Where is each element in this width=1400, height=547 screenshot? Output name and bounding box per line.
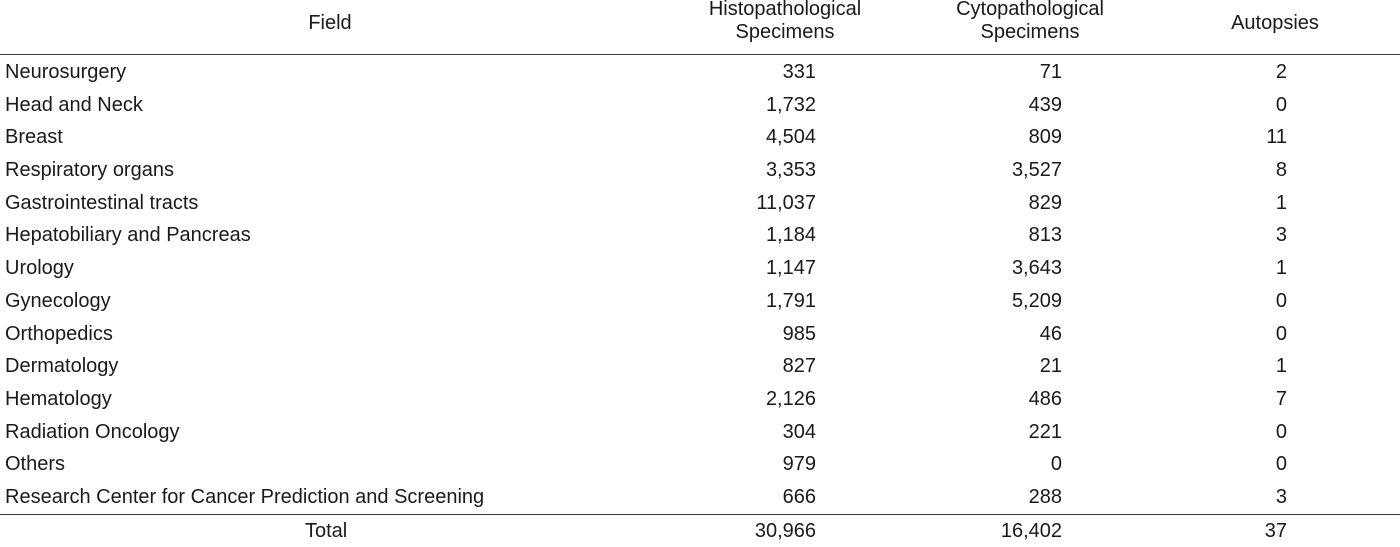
cell-field: Gastrointestinal tracts bbox=[5, 191, 199, 214]
cell-histopathological: 304 bbox=[782, 420, 816, 443]
cell-cytopathological: 809 bbox=[1028, 126, 1062, 149]
cell-autopsies: 8 bbox=[1275, 159, 1287, 182]
header-histo-line1: Histopathological bbox=[708, 0, 862, 20]
cell-autopsies: 0 bbox=[1275, 93, 1287, 116]
cell-autopsies: 0 bbox=[1275, 420, 1287, 443]
cell-field: Head and Neck bbox=[5, 93, 143, 116]
cell-autopsies: 0 bbox=[1275, 322, 1287, 345]
header-histopathological bbox=[680, 0, 890, 48]
cell-cytopathological: 21 bbox=[1039, 355, 1062, 378]
cell-cytopathological: 3,527 bbox=[1011, 159, 1062, 182]
cell-cytopathological: 71 bbox=[1039, 61, 1062, 83]
cell-histopathological: 1,791 bbox=[765, 289, 816, 312]
header-cyto-line2: Specimens bbox=[980, 21, 1080, 43]
cell-field: Hepatobiliary and Pancreas bbox=[5, 224, 251, 247]
cell-field: Research Center for Cancer Prediction and Screening bbox=[5, 485, 485, 508]
cell-autopsies: 2 bbox=[1275, 61, 1287, 83]
cell-histopathological: 827 bbox=[782, 355, 816, 378]
cell-autopsies: 1 bbox=[1275, 257, 1287, 280]
cell-cytopathological: 3,643 bbox=[1011, 257, 1062, 280]
header-autopsies-label: Autopsies bbox=[1231, 11, 1319, 34]
cell-field: Hematology bbox=[5, 387, 112, 410]
table-row bbox=[0, 285, 1400, 318]
cell-autopsies: 1 bbox=[1275, 355, 1287, 378]
table-row bbox=[0, 252, 1400, 285]
cell-cytopathological: 829 bbox=[1028, 191, 1062, 214]
cell-cytopathological: 813 bbox=[1028, 224, 1062, 247]
cell-field: Others bbox=[5, 453, 66, 476]
cell-autopsies: 11 bbox=[1266, 126, 1287, 149]
cell-histopathological: 1,147 bbox=[765, 257, 816, 280]
table-row bbox=[0, 481, 1400, 514]
header-cyto-line1: Cytopathological bbox=[956, 0, 1104, 20]
total-histopathological: 30,966 bbox=[754, 520, 816, 542]
table-row bbox=[0, 416, 1400, 449]
cell-field: Neurosurgery bbox=[5, 61, 127, 83]
cell-histopathological: 979 bbox=[782, 453, 816, 476]
table-row bbox=[0, 89, 1400, 122]
cell-field: Urology bbox=[5, 257, 74, 280]
cell-field: Respiratory organs bbox=[5, 159, 174, 182]
cell-autopsies: 7 bbox=[1275, 387, 1287, 410]
cell-field: Orthopedics bbox=[5, 322, 113, 345]
cell-autopsies: 0 bbox=[1275, 289, 1287, 312]
cell-histopathological: 331 bbox=[782, 61, 816, 83]
cell-cytopathological: 46 bbox=[1039, 322, 1062, 345]
table-row bbox=[0, 219, 1400, 252]
table-row bbox=[0, 56, 1400, 89]
cell-cytopathological: 0 bbox=[1050, 453, 1062, 476]
cell-field: Radiation Oncology bbox=[5, 420, 180, 443]
cell-histopathological: 666 bbox=[782, 485, 816, 508]
header-field bbox=[230, 0, 430, 50]
cell-histopathological: 1,732 bbox=[765, 93, 816, 116]
cell-autopsies: 0 bbox=[1275, 453, 1287, 476]
table-row bbox=[0, 318, 1400, 351]
cell-autopsies: 3 bbox=[1275, 485, 1287, 508]
total-label: Total bbox=[305, 520, 348, 542]
cell-field: Breast bbox=[5, 126, 63, 149]
table-row bbox=[0, 383, 1400, 416]
table-row bbox=[0, 154, 1400, 187]
table-row bbox=[0, 350, 1400, 383]
cell-field: Dermatology bbox=[5, 355, 119, 378]
table-row bbox=[0, 121, 1400, 154]
table-body bbox=[0, 56, 1400, 514]
cell-cytopathological: 5,209 bbox=[1011, 289, 1062, 312]
cell-histopathological: 1,184 bbox=[765, 224, 816, 247]
cell-autopsies: 3 bbox=[1275, 224, 1287, 247]
total-cytopathological: 16,402 bbox=[1000, 520, 1062, 542]
cell-cytopathological: 221 bbox=[1028, 420, 1062, 443]
header-histo-line2: Specimens bbox=[735, 21, 835, 43]
cell-autopsies: 1 bbox=[1275, 191, 1287, 214]
table-row bbox=[0, 448, 1400, 481]
cell-histopathological: 4,504 bbox=[765, 126, 816, 149]
cell-histopathological: 985 bbox=[782, 322, 816, 345]
table-row bbox=[0, 187, 1400, 220]
cell-histopathological: 11,037 bbox=[756, 191, 816, 214]
cell-histopathological: 2,126 bbox=[765, 387, 816, 410]
cell-field: Gynecology bbox=[5, 289, 111, 312]
cell-cytopathological: 288 bbox=[1028, 485, 1062, 508]
cell-cytopathological: 486 bbox=[1028, 387, 1062, 410]
total-row bbox=[0, 514, 1400, 544]
table-header bbox=[0, 0, 1400, 55]
header-cytopathological bbox=[920, 0, 1140, 48]
cell-histopathological: 3,353 bbox=[765, 159, 816, 182]
total-autopsies: 37 bbox=[1264, 520, 1287, 542]
header-autopsies bbox=[1200, 0, 1350, 50]
header-field-label: Field bbox=[308, 11, 352, 34]
cell-cytopathological: 439 bbox=[1028, 93, 1062, 116]
